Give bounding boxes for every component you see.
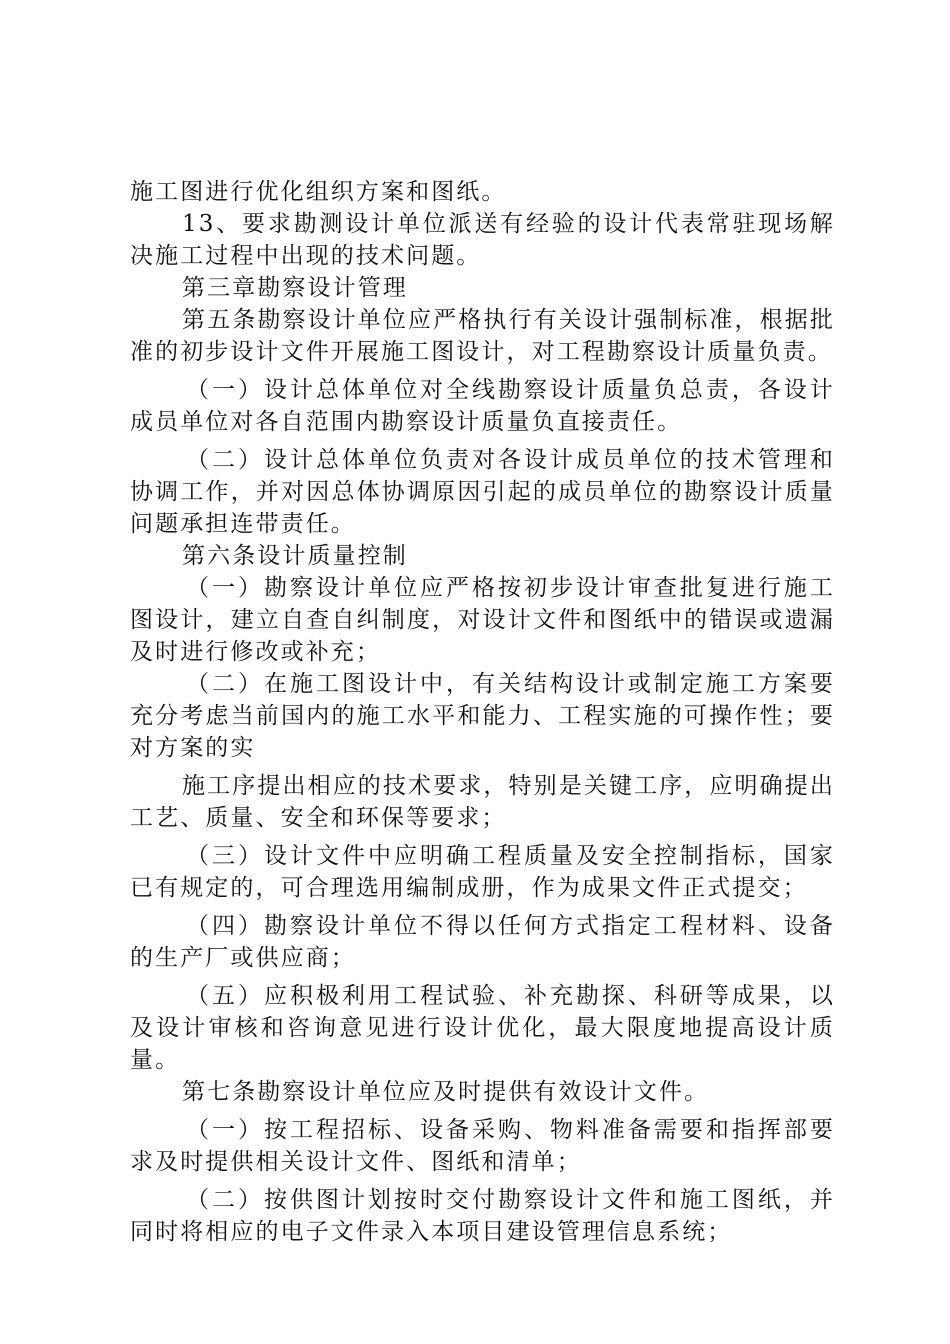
clause-paragraph: （五）应积极利用工程试验、补充勘探、科研等成果，以及设计审核和咨询意见进行设计优化，最大限度地提高设计质量。 xyxy=(130,983,835,1073)
chapter-heading: 第三章勘察设计管理 xyxy=(182,275,408,301)
clause-paragraph: （二）设计总体单位负责对各设计成员单位的技术管理和协调工作，并对因总体协调原因引起的成员单位的勘察设计质量问题承担连带责任。 xyxy=(130,447,835,537)
clause-paragraph: （一）按工程招标、设备采购、物料准备需要和指挥部要求及时提供相关设计文件、图纸和清单； xyxy=(130,1117,835,1175)
clause-paragraph: （二）在施工图设计中，有关结构设计或制定施工方案要充分考虑当前国内的施工水平和能力、工程实施的可操作性；要对方案的实 xyxy=(130,671,835,761)
article-paragraph: 第五条勘察设计单位应严格执行有关设计强制标准，根据批准的初步设计文件开展施工图设计，对工程勘察设计质量负责。 xyxy=(130,307,835,365)
clause-paragraph: （一）勘察设计单位应严格按初步设计审查批复进行施工图设计，建立自查自纠制度，对设计文件和图纸中的错误或遗漏及时进行修改或补充； xyxy=(130,575,835,665)
body-paragraph: 施工序提出相应的技术要求，特别是关键工序，应明确提出工艺、质量、安全和环保等要求； xyxy=(130,773,835,831)
article-paragraph: 第七条勘察设计单位应及时提供有效设计文件。 xyxy=(182,1079,710,1105)
article-heading: 第六条设计质量控制 xyxy=(182,543,408,569)
clause-paragraph: （四）勘察设计单位不得以任何方式指定工程材料、设备的生产厂或供应商； xyxy=(130,913,835,971)
clause-paragraph: （三）设计文件中应明确工程质量及安全控制指标，国家已有规定的，可合理选用编制成册，作为成果文件正式提交； xyxy=(130,843,835,901)
clause-paragraph: （二）按供图计划按时交付勘察设计文件和施工图纸，并同时将相应的电子文件录入本项目建设管理信息系统； xyxy=(130,1187,835,1245)
body-paragraph: 施工图进行优化组织方案和图纸。 xyxy=(130,179,507,205)
clause-paragraph: （一）设计总体单位对全线勘察设计质量负总责，各设计成员单位对各自范围内勘察设计质量负直接责任。 xyxy=(130,377,835,435)
body-paragraph: 13、要求勘测设计单位派送有经验的设计代表常驻现场解决施工过程中出现的技术问题。 xyxy=(130,211,835,269)
document-body xyxy=(130,176,835,1248)
